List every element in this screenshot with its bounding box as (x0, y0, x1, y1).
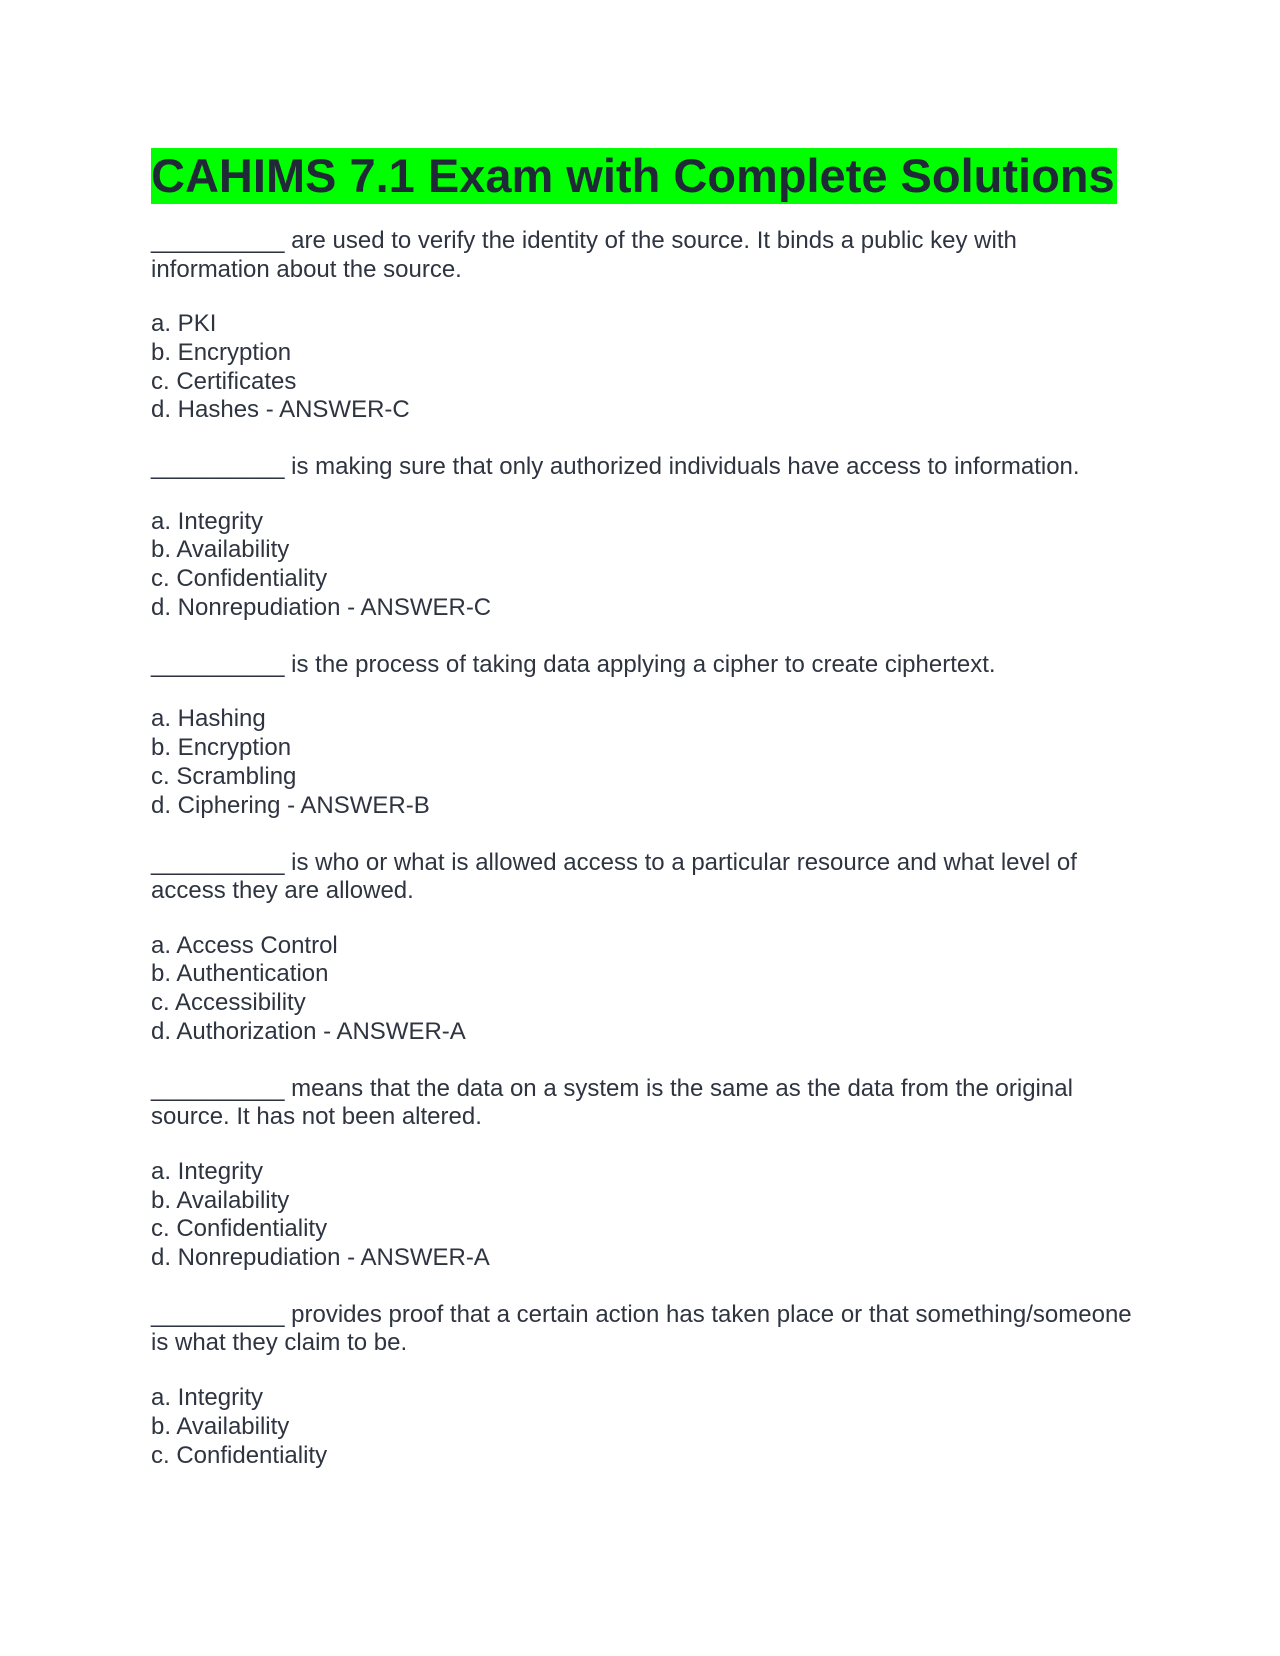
option-c: c. Certificates (151, 367, 297, 395)
question-block-1 (151, 227, 1141, 425)
question-text: __________ means that the data on a system is the same as the data from the original source. It has not been altered. (151, 1074, 1073, 1131)
question-block-6 (151, 1301, 1141, 1470)
option-a: a. Hashing (151, 705, 266, 733)
option-d-answer: d. Hashes - ANSWER-C (151, 396, 410, 424)
option-b: b. Encryption (151, 734, 292, 762)
option-b: b. Encryption (151, 338, 292, 366)
option-c: c. Confidentiality (151, 1215, 328, 1243)
option-a: a. Access Control (151, 931, 338, 959)
document-page (151, 148, 1141, 1498)
question-text: __________ is making sure that only authorized individuals have access to information. (151, 453, 1080, 481)
question-text: __________ is the process of taking data applying a cipher to create ciphertext. (151, 650, 996, 678)
option-d-answer: d. Nonrepudiation - ANSWER-A (151, 1244, 490, 1272)
option-a: a. Integrity (151, 507, 264, 535)
option-c: c. Confidentiality (151, 1441, 328, 1469)
option-list (151, 508, 1141, 623)
option-c: c. Accessibility (151, 989, 306, 1017)
option-list (151, 310, 1141, 425)
option-d-answer: d. Ciphering - ANSWER-B (151, 791, 430, 819)
option-a: a. Integrity (151, 1157, 264, 1185)
option-list (151, 1384, 1141, 1470)
question-text: __________ provides proof that a certain action has taken place or that something/someone is what they claim to be. (151, 1300, 1132, 1357)
question-block-5 (151, 1075, 1141, 1273)
option-list (151, 1158, 1141, 1273)
option-d-answer: d. Authorization - ANSWER-A (151, 1017, 466, 1045)
option-b: b. Availability (151, 536, 290, 564)
option-a: a. PKI (151, 310, 217, 337)
question-block-2 (151, 453, 1141, 623)
option-b: b. Availability (151, 1186, 290, 1214)
option-b: b. Authentication (151, 960, 329, 988)
option-c: c. Scrambling (151, 762, 297, 790)
option-list (151, 932, 1141, 1047)
option-a: a. Integrity (151, 1383, 264, 1411)
option-c: c. Confidentiality (151, 565, 328, 593)
question-block-3 (151, 651, 1141, 821)
option-b: b. Availability (151, 1412, 290, 1440)
page-title: CAHIMS 7.1 Exam with Complete Solutions (151, 149, 1115, 202)
option-list (151, 705, 1141, 820)
question-text: __________ is who or what is allowed access to a particular resource and what level of access they are allowed. (151, 848, 1077, 905)
question-block-4 (151, 849, 1141, 1047)
option-d-answer: d. Nonrepudiation - ANSWER-C (151, 594, 492, 622)
question-text: __________ are used to verify the identity of the source. It binds a public key with information about the source. (151, 227, 1017, 283)
